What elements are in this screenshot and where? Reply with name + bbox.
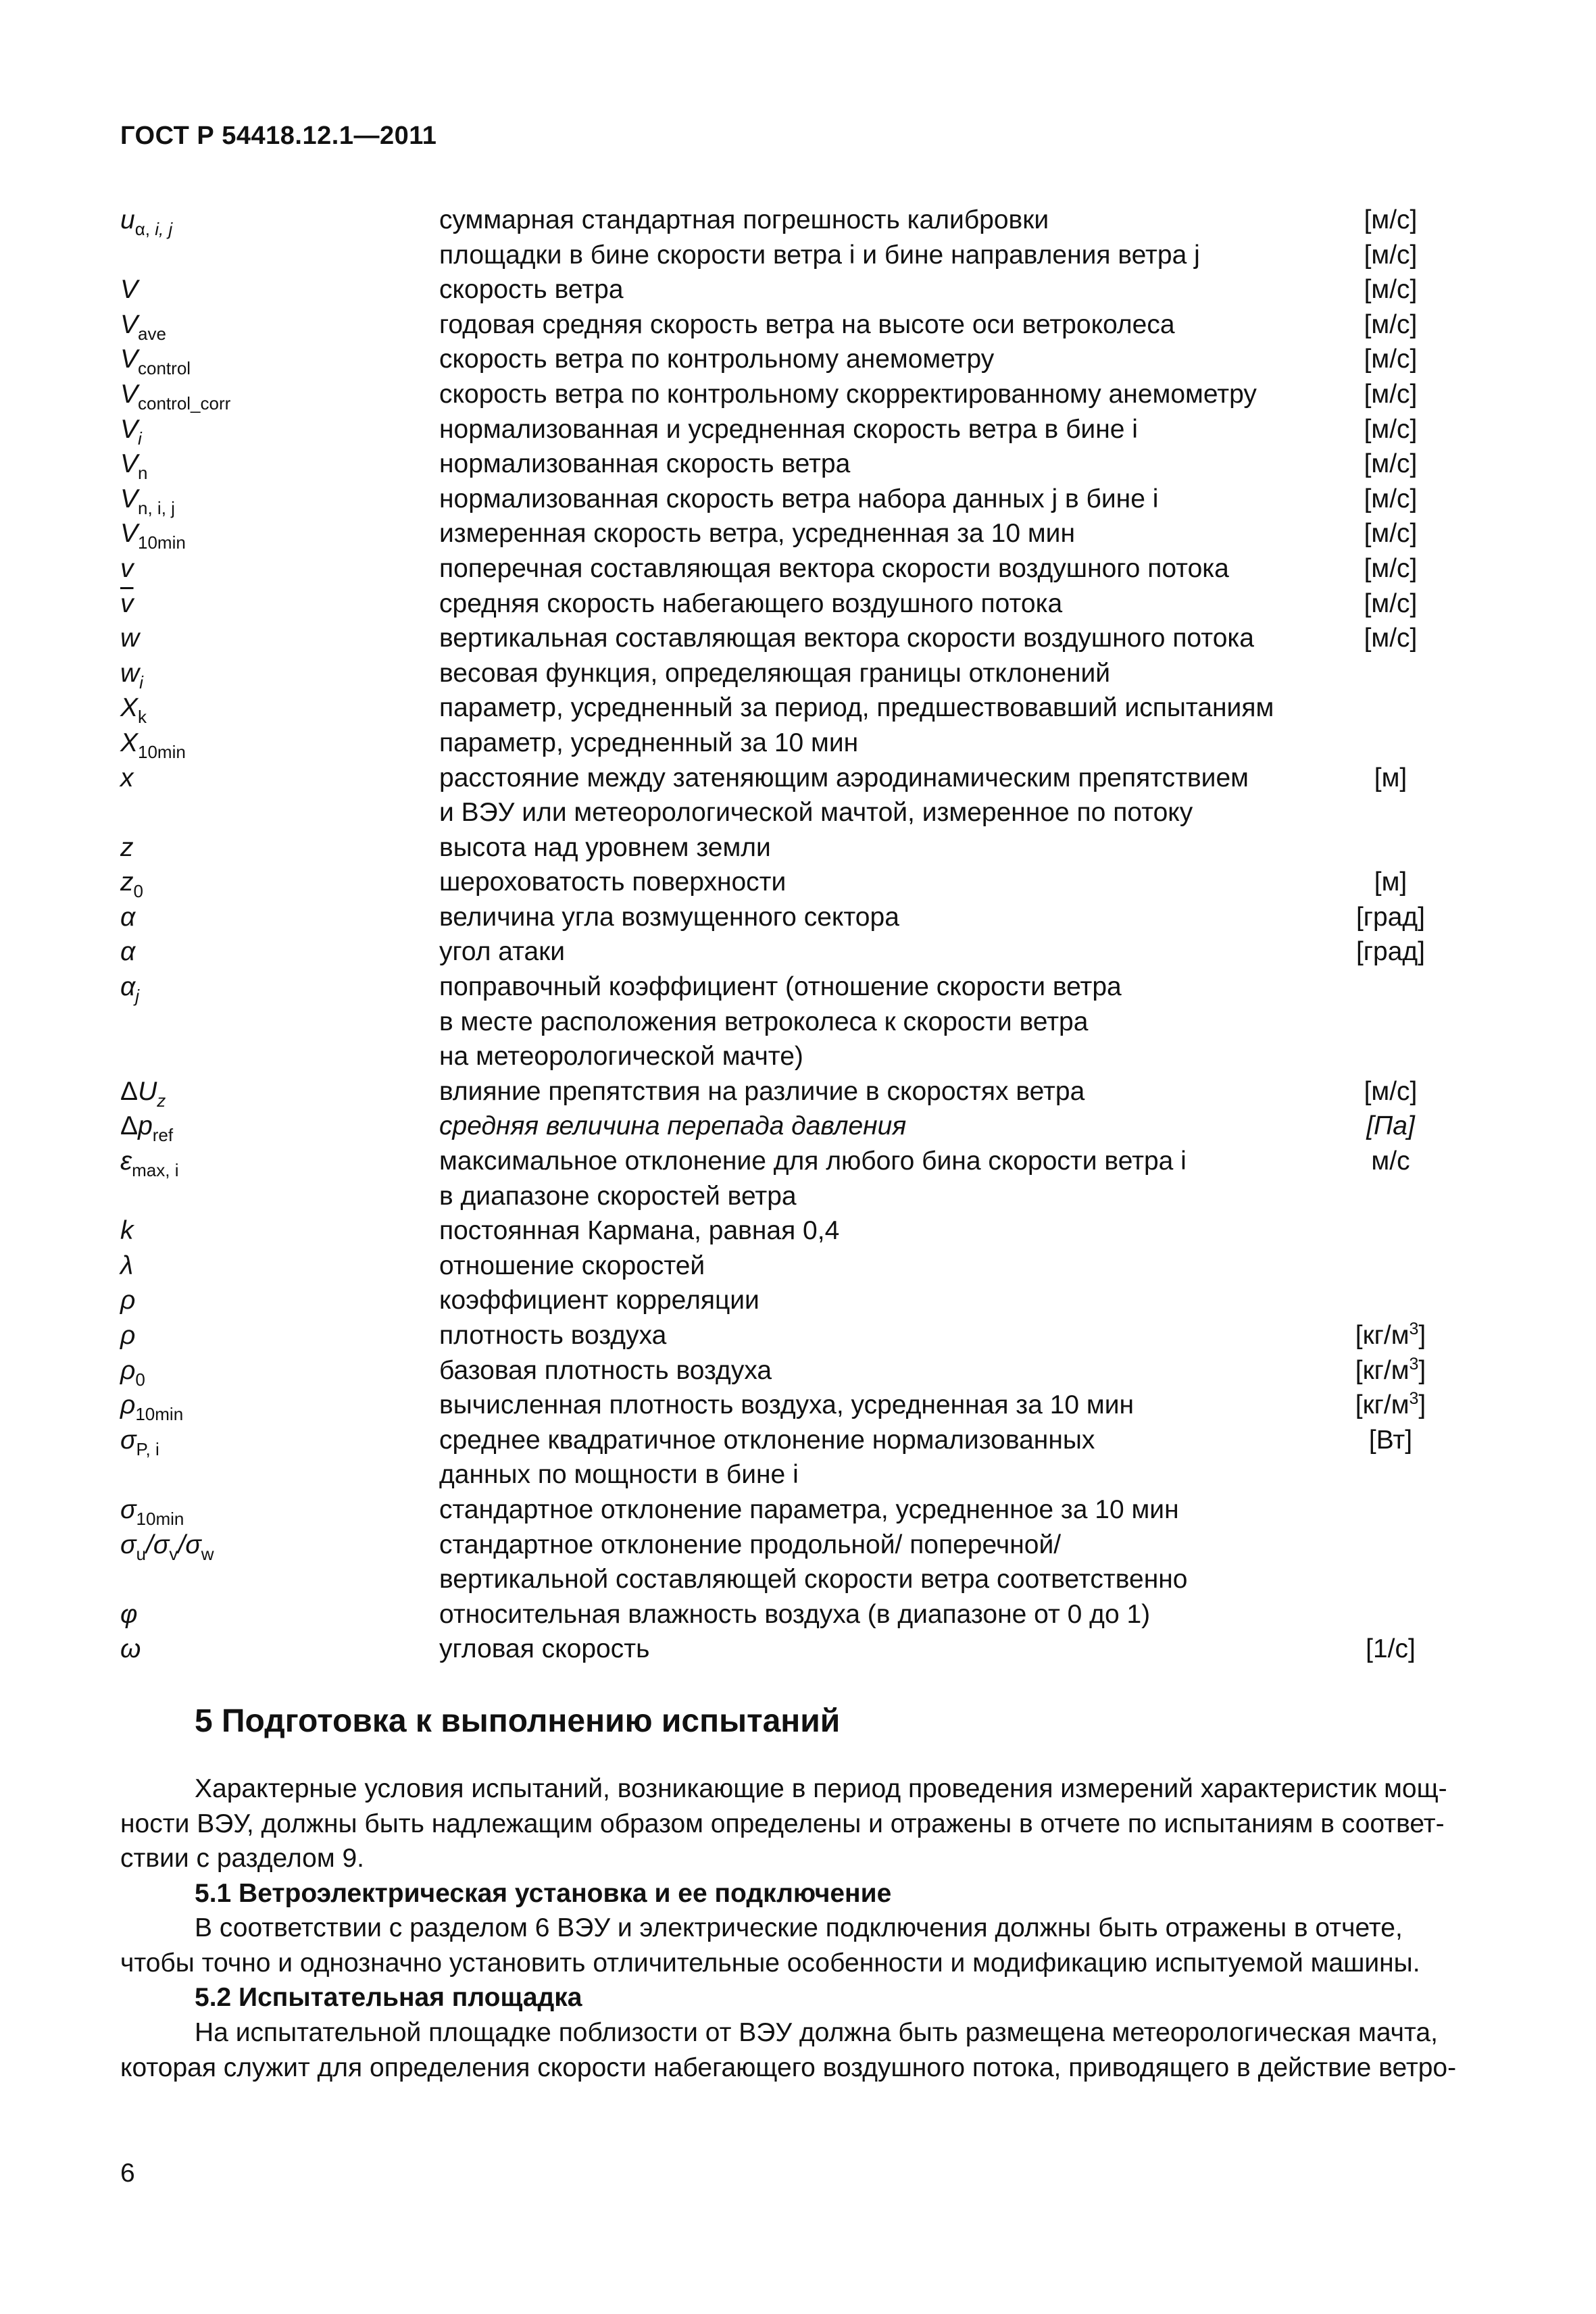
- symbol-unit: [м/с]: [1364, 414, 1418, 444]
- paragraph-line: ности ВЭУ, должны быть надлежащим образом определены и отражены в отчете по испытаниям в соответ-: [120, 1809, 1445, 1838]
- symbol-delta-u-z: $\Delta U_z$: [120, 1076, 166, 1111]
- symbol-unit: [м/с]: [1364, 345, 1418, 374]
- symbol-v-control-corr: $V_{control\_corr}$: [120, 379, 231, 413]
- symbol-row: [120, 656, 1472, 691]
- symbol-description: стандартное отклонение параметра, усредненное за 10 мин: [439, 1494, 1179, 1524]
- symbol-unit: $[кг/м^3]$: [1355, 1319, 1426, 1350]
- symbol-row: [120, 1388, 1472, 1423]
- symbol-description: влияние препятствия на различие в скоростях ветра: [439, 1076, 1085, 1106]
- symbol-description: в месте расположения ветроколеса к скорости ветра: [439, 1007, 1089, 1036]
- symbol-description: коэффициент корреляции: [439, 1286, 759, 1315]
- paragraph-line: В соответствии с разделом 6 ВЭУ и электрические подключения должны быть отражены в отчете,: [195, 1913, 1403, 1942]
- symbol-row: [120, 1109, 1472, 1144]
- symbol-row: [120, 551, 1472, 586]
- symbol-unit: [м/с]: [1364, 519, 1418, 549]
- symbol-description: годовая средняя скорость ветра на высоте оси ветроколеса: [439, 309, 1175, 339]
- symbol-description: средняя величина перепада давления: [439, 1111, 907, 1141]
- symbol-description: нормализованная и усредненная скорость ветра в бине i: [439, 414, 1138, 444]
- symbol-description: величина угла возмущенного сектора: [439, 902, 899, 932]
- symbol-unit: [м/с]: [1364, 553, 1418, 583]
- symbol-epsilon-max-i: $\varepsilon_{max, i}$: [120, 1147, 179, 1181]
- symbol-row: [120, 1318, 1472, 1353]
- symbol-row: [120, 307, 1472, 343]
- symbol-v-control: $V_{control}$: [120, 345, 191, 379]
- symbol-row: [120, 1179, 1472, 1214]
- symbol-row: [120, 621, 1472, 656]
- symbol-row: [120, 1039, 1472, 1074]
- symbol-v-i: $V_i$: [120, 414, 142, 449]
- symbol-description: вертикальной составляющей скорости ветра соответственно: [439, 1565, 1188, 1594]
- symbol-unit: [м/с]: [1364, 275, 1418, 305]
- paragraph-line: Характерные условия испытаний, возникающие в период проведения измерений характеристик мощ-: [195, 1774, 1447, 1803]
- document-header: ГОСТ Р 54418.12.1—2011: [120, 122, 437, 150]
- symbol-row: [120, 795, 1472, 830]
- section-title: 5 Подготовка к выполнению испытаний: [195, 1703, 841, 1739]
- symbol-z0: $z_0$: [120, 867, 143, 902]
- symbol-description: площадки в бине скорости ветра i и бине направления ветра j: [439, 240, 1200, 270]
- page-number: 6: [120, 2159, 135, 2188]
- symbol-unit: [м/с]: [1364, 624, 1418, 653]
- symbol-z: z: [120, 832, 134, 862]
- symbol-description: высота над уровнем земли: [439, 832, 771, 862]
- paragraph-line: чтобы точно и однозначно установить отличительные особенности и модификацию испытуемой машины.: [120, 1948, 1420, 1978]
- symbol-unit: [Вт]: [1368, 1425, 1413, 1455]
- symbol-row: [120, 482, 1472, 517]
- symbol-alpha-j: $\alpha_j$: [120, 972, 140, 1007]
- symbol-rho: ρ: [120, 1321, 136, 1350]
- symbol-rho-0: $\rho_0$: [120, 1355, 145, 1390]
- symbol-row: [120, 970, 1472, 1005]
- symbol-unit: [Па]: [1366, 1111, 1415, 1141]
- symbol-description: базовая плотность воздуха: [439, 1355, 772, 1385]
- symbol-unit: [м/с]: [1364, 379, 1418, 409]
- symbol-row: [120, 1353, 1472, 1388]
- symbol-description: среднее квадратичное отклонение нормализованных: [439, 1425, 1095, 1455]
- symbol-row: [120, 934, 1472, 970]
- symbol-unit: [м/с]: [1364, 205, 1418, 234]
- symbol-row: [120, 1283, 1472, 1318]
- symbol-description: угол атаки: [439, 937, 566, 967]
- subsection-paragraph: [120, 1911, 1466, 1980]
- symbol-description: суммарная стандартная погрешность калибровки: [439, 205, 1049, 234]
- symbol-description: относительная влажность воздуха (в диапазоне от 0 до 1): [439, 1599, 1151, 1629]
- symbol-unit: [м/с]: [1364, 240, 1418, 270]
- symbol-description: вычисленная плотность воздуха, усредненная за 10 мин: [439, 1390, 1134, 1420]
- symbol-row: [120, 726, 1472, 761]
- symbol-row: [120, 1213, 1472, 1249]
- symbol-u-alpha-i-j: $u_{\alpha,}$ $_{i, j}$: [120, 205, 173, 239]
- symbol-sigma-10min: $\sigma_{10min}$: [120, 1494, 184, 1529]
- symbol-unit: [м]: [1374, 763, 1407, 793]
- symbol-description: вертикальная составляющая вектора скорости воздушного потока: [439, 624, 1254, 653]
- symbol-row: [120, 272, 1472, 307]
- paragraph-line: ствии с разделом 9.: [120, 1844, 364, 1873]
- symbol-description: шероховатость поверхности: [439, 867, 787, 897]
- symbol-row: [120, 586, 1472, 622]
- symbol-row: [120, 1144, 1472, 1179]
- symbol-row: [120, 1457, 1472, 1492]
- symbol-row: [120, 900, 1472, 935]
- symbol-k: k: [120, 1216, 134, 1246]
- symbol-unit: [м/с]: [1364, 309, 1418, 339]
- symbol-unit: $[кг/м^3]$: [1355, 1389, 1426, 1420]
- symbol-v-lower: v: [120, 553, 134, 583]
- symbol-description: скорость ветра по контрольному анемометру: [439, 345, 995, 374]
- symbol-row: [120, 447, 1472, 482]
- symbol-delta-p-ref: $\Delta p_{ref}$: [120, 1111, 174, 1146]
- symbol-description: скорость ветра: [439, 275, 624, 305]
- symbol-description: и ВЭУ или метеорологической мачтой, измеренное по потоку: [439, 798, 1193, 828]
- symbol-description: средняя скорость набегающего воздушного потока: [439, 588, 1063, 618]
- symbol-w: w: [120, 624, 140, 653]
- symbol-w-i: $w_i$: [120, 658, 143, 693]
- symbol-unit: [град]: [1355, 937, 1426, 967]
- symbol-unit: [м/с]: [1364, 449, 1418, 479]
- symbol-row: [120, 1562, 1472, 1597]
- symbol-omega: ω: [120, 1634, 141, 1664]
- symbol-sigma-u-v-w: $\sigma_u/\sigma_v/\sigma_w$: [120, 1530, 214, 1564]
- symbol-x-10min: $X_{10min}$: [120, 728, 186, 762]
- symbol-description: плотность воздуха: [439, 1321, 667, 1350]
- symbol-rho: ρ: [120, 1286, 136, 1315]
- symbol-description: скорость ветра по контрольному скорректированному анемометру: [439, 379, 1257, 409]
- symbol-unit: [м/с]: [1364, 1076, 1418, 1106]
- symbol-description: угловая скорость: [439, 1634, 650, 1664]
- symbol-description: параметр, усредненный за период, предшествовавший испытаниям: [439, 693, 1274, 723]
- symbol-row: [120, 1528, 1472, 1563]
- symbol-alpha: α: [120, 902, 136, 932]
- symbol-row: [120, 342, 1472, 377]
- symbol-description: расстояние между затеняющим аэродинамическим препятствием: [439, 763, 1249, 793]
- symbol-row: [120, 1597, 1472, 1632]
- paragraph-line: На испытательной площадке поблизости от ВЭУ должна быть размещена метеорологическая мачта,: [195, 2018, 1438, 2047]
- symbol-v: V: [120, 275, 139, 305]
- symbol-row: [120, 1074, 1472, 1109]
- symbol-row: [120, 865, 1472, 900]
- symbol-unit: [град]: [1355, 902, 1426, 932]
- symbol-row: [120, 690, 1472, 726]
- subsection-title: 5.2 Испытательная площадка: [195, 1983, 582, 2012]
- symbol-description: поправочный коэффициент (отношение скорости ветра: [439, 972, 1122, 1002]
- paragraph-line: которая служит для определения скорости набегающего воздушного потока, приводящего в действие ветро-: [120, 2053, 1457, 2082]
- symbol-unit: [1/с]: [1366, 1634, 1416, 1664]
- symbol-unit: м/с: [1371, 1147, 1410, 1176]
- symbol-row: [120, 377, 1472, 412]
- subsection-title: 5.1 Ветроэлектрическая установка и ее подключение: [195, 1879, 892, 1908]
- symbol-alpha: α: [120, 937, 136, 967]
- subsection-paragraph: [120, 2015, 1466, 2085]
- symbol-row: [120, 1249, 1472, 1284]
- symbol-description: измеренная скорость ветра, усредненная за 10 мин: [439, 519, 1075, 549]
- symbol-description: стандартное отклонение продольной/ поперечной/: [439, 1530, 1062, 1559]
- symbols-table: [120, 203, 1472, 1667]
- symbol-description: нормализованная скорость ветра набора данных j в бине i: [439, 484, 1159, 513]
- symbol-row: [120, 1492, 1472, 1528]
- symbol-v-n: $V_n$: [120, 449, 148, 484]
- symbol-row: [120, 1632, 1472, 1667]
- symbol-description: максимальное отклонение для любого бина скорости ветра i: [439, 1147, 1187, 1176]
- symbol-description: весовая функция, определяющая границы отклонений: [439, 658, 1111, 688]
- symbol-x-k: $X_k$: [120, 693, 147, 728]
- symbol-description: на метеорологической мачте): [439, 1042, 803, 1072]
- symbol-description: в диапазоне скоростей ветра: [439, 1181, 797, 1211]
- symbol-description: поперечная составляющая вектора скорости воздушного потока: [439, 553, 1229, 583]
- symbol-description: параметр, усредненный за 10 мин: [439, 728, 859, 757]
- symbol-v-10min: $V_{10min}$: [120, 519, 186, 553]
- symbol-v-n-i-j: $V_{n, i, j}$: [120, 484, 175, 518]
- symbol-unit: [м/с]: [1364, 588, 1418, 618]
- symbol-row: [120, 830, 1472, 865]
- symbol-unit: [м/с]: [1364, 484, 1418, 513]
- symbol-description: постоянная Кармана, равная 0,4: [439, 1216, 840, 1246]
- symbol-row: [120, 412, 1472, 447]
- symbol-phi: φ: [120, 1599, 138, 1629]
- symbol-x-lower: x: [120, 763, 134, 793]
- symbol-description: данных по мощности в бине i: [439, 1460, 799, 1490]
- symbol-description: отношение скоростей: [439, 1251, 705, 1280]
- symbol-row: [120, 1423, 1472, 1458]
- symbol-row: [120, 516, 1472, 551]
- symbol-v-ave: $V_{ave}$: [120, 309, 166, 344]
- symbol-sigma-p-i: $\sigma_{P, i}$: [120, 1425, 159, 1459]
- symbol-rho-10min: $\rho_{10min}$: [120, 1390, 184, 1425]
- symbol-row: [120, 238, 1472, 273]
- symbol-row: [120, 1005, 1472, 1040]
- symbol-unit: $[кг/м^3]$: [1355, 1354, 1426, 1385]
- symbol-v-bar: $\overline{v}$: [120, 588, 134, 618]
- section-intro-paragraph: [120, 1771, 1466, 1876]
- symbol-description: нормализованная скорость ветра: [439, 449, 851, 479]
- symbol-lambda: λ: [120, 1251, 134, 1280]
- symbol-row: [120, 203, 1472, 238]
- symbol-unit: [м]: [1374, 867, 1407, 897]
- symbol-row: [120, 761, 1472, 796]
